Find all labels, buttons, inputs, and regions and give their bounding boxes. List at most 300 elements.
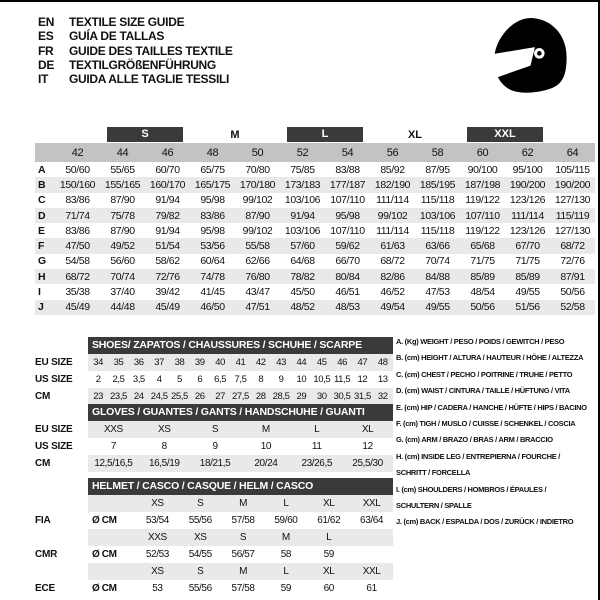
measurement-value: 95/98 <box>325 208 370 223</box>
measurement-row-label: C <box>38 194 46 207</box>
measurement-value: 47/53 <box>425 286 450 299</box>
size-value: 27,5 <box>230 388 250 405</box>
measurement-value: 50/60 <box>65 163 90 176</box>
measurement-value: 70/74 <box>425 255 450 268</box>
measurement-value: 37/40 <box>110 286 135 299</box>
measurement-row-j <box>35 300 595 315</box>
measurement-value: 111/114 <box>376 224 409 237</box>
gloves-size-section <box>88 404 393 472</box>
spacer-cell <box>88 495 136 512</box>
legend-item-i <box>396 482 598 515</box>
measurement-value: 182/190 <box>370 177 415 192</box>
size-value: 5 <box>177 374 182 385</box>
shoes-us-size-label: US SIZE <box>35 374 73 385</box>
cmr-standard-label: CMR <box>35 549 58 560</box>
legend-line: B. (cm) HEIGHT / ALTURA / HAUTEUR / HÖHE / ALTEZZA <box>396 353 584 363</box>
measurement-value: 82/86 <box>370 269 415 284</box>
size-value: 10 <box>260 441 272 452</box>
size-row-eu-size <box>88 421 393 438</box>
size-value: 29 <box>291 388 311 405</box>
size-group-xl <box>370 126 460 143</box>
measurement-value: 65/75 <box>200 163 225 176</box>
measurement-value: 83/86 <box>65 224 90 237</box>
measurement-value: 160/170 <box>145 177 190 192</box>
helmet-sizes-row-fia <box>88 495 393 512</box>
helmet-section-header: HELMET / CASCO / CASQUE / HELM / CASCO <box>88 478 393 495</box>
size-row-us-size <box>88 438 393 455</box>
measurement-value: 107/110 <box>330 194 365 207</box>
measurement-value: 72/76 <box>145 269 190 284</box>
size-value: 2 <box>95 374 101 385</box>
title-row-es <box>38 29 233 43</box>
size-value: XXS <box>88 421 139 438</box>
size-value: 25,5 <box>169 388 189 405</box>
gloves-section-header: GLOVES / GUANTES / GANTS / HANDSCHUHE / GUANTI <box>88 404 393 421</box>
size-value: 37 <box>149 354 169 371</box>
size-value: 24 <box>129 388 149 405</box>
shoes-size-table <box>88 354 393 405</box>
helmet-size-label: XXS <box>136 529 179 546</box>
legend-line: J. (cm) BACK / ESPALDA / DOS / ZURÜCK / INDIETRO <box>396 517 574 527</box>
measurement-value: 103/106 <box>284 194 321 207</box>
helmet-size-label: L <box>264 563 307 580</box>
measurement-value: 39/42 <box>155 286 180 299</box>
measurement-row-h <box>35 269 595 284</box>
measurement-value: 95/100 <box>512 163 543 176</box>
measurement-value: 45/49 <box>145 300 190 315</box>
size-number: 64 <box>550 143 595 162</box>
measurement-value: 84/88 <box>415 269 460 284</box>
measurement-value: 59/62 <box>325 238 370 253</box>
measurement-value: 85/89 <box>505 269 550 284</box>
helmet-size-value: 55/56 <box>188 515 212 526</box>
helmet-size-label: M <box>222 563 265 580</box>
measurement-value: 190/200 <box>550 177 595 192</box>
helmet-size-section <box>88 478 393 597</box>
language-code: ES <box>38 29 54 44</box>
measurement-value: 55/65 <box>110 163 135 176</box>
size-value: 9 <box>278 374 284 385</box>
measurement-value: 62/66 <box>245 255 270 268</box>
size-number: 42 <box>55 143 100 162</box>
measurement-row-label: A <box>38 163 46 176</box>
helmet-size-value <box>350 546 393 563</box>
size-value: 35 <box>108 354 128 371</box>
diameter-unit: Ø CM <box>92 549 117 560</box>
measurement-value: 107/110 <box>460 208 505 223</box>
measurement-value: 190/200 <box>505 177 550 192</box>
measurement-value: 61/63 <box>370 238 415 253</box>
measurement-value: 49/55 <box>515 286 540 299</box>
helmet-size-label: S <box>179 563 222 580</box>
size-value: 28 <box>251 388 271 405</box>
title-row-de <box>38 58 233 72</box>
helmet-size-label: XS <box>179 529 222 546</box>
helmet-size-label: S <box>179 495 222 512</box>
measurement-row-a <box>35 162 595 177</box>
size-group-s <box>100 126 190 143</box>
size-group-row <box>35 126 595 143</box>
size-value: 18/21,5 <box>190 455 241 472</box>
shoes-size-section <box>88 337 393 405</box>
measurement-row-f <box>35 238 595 253</box>
textile-size-table <box>35 126 595 315</box>
helmet-size-label: S <box>222 529 265 546</box>
helmet-size-label: M <box>264 529 307 546</box>
size-value: 24,5 <box>149 388 169 405</box>
legend-item-f <box>396 416 598 432</box>
title-block <box>38 15 233 86</box>
measurement-value: 75/85 <box>290 163 315 176</box>
measurement-value: 185/195 <box>415 177 460 192</box>
size-group-label: L <box>287 127 363 142</box>
measurement-value: 155/165 <box>100 177 145 192</box>
size-value: 7 <box>110 441 116 452</box>
size-value: 6,5 <box>214 374 227 385</box>
size-number: 58 <box>415 143 460 162</box>
size-group-label: M <box>230 128 240 141</box>
measurement-value: 71/75 <box>470 255 495 268</box>
measurement-value: 46/50 <box>190 300 235 315</box>
measurement-value: 48/52 <box>280 300 325 315</box>
title-row-en <box>38 15 233 29</box>
measurement-value: 127/130 <box>554 194 591 207</box>
size-value: 6 <box>197 374 203 385</box>
size-value: 23,5 <box>108 388 128 405</box>
gloves-cm-label: CM <box>35 458 51 469</box>
measurement-value: 83/88 <box>335 163 360 176</box>
language-code: EN <box>38 15 55 30</box>
size-row-us-size <box>88 371 393 388</box>
measurement-row-label: D <box>35 208 55 223</box>
legend-line: H. (cm) INSIDE LEG / ENTREPIERNA / FOURCHE / <box>396 451 561 461</box>
helmet-sizes-row-ece <box>88 563 393 580</box>
measurement-value: 48/54 <box>470 286 495 299</box>
legend-line: F. (cm) TIGH / MUSLO / CUISSE / SCHENKEL / COSCIA <box>396 419 576 429</box>
measurement-value: 107/110 <box>330 224 365 237</box>
shoes-eu-size-label: EU SIZE <box>35 357 73 368</box>
size-row-eu-size <box>88 354 393 371</box>
size-number: 46 <box>145 143 190 162</box>
measurement-row-b <box>35 177 595 192</box>
measurement-value: 111/114 <box>505 208 550 223</box>
legend-line: C. (cm) CHEST / PECHO / POITRINE / TRUHE / PETTO <box>396 369 573 379</box>
measurement-row-label: B <box>35 177 55 192</box>
helmet-size-value: 60 <box>323 583 334 594</box>
legend-line: I. (cm) SHOULDERS / HOMBROS / ÉPAULES / <box>396 484 547 494</box>
size-number: 52 <box>280 143 325 162</box>
textile-size-guide-section <box>35 126 595 315</box>
measurement-value: 103/106 <box>284 224 321 237</box>
size-value: 2,5 <box>112 374 125 385</box>
helmet-size-label: XXL <box>350 563 393 580</box>
measurement-value: 85/89 <box>460 269 505 284</box>
measurement-value: 95/98 <box>200 194 225 207</box>
measurement-value: 85/92 <box>380 163 405 176</box>
measurement-value: 67/70 <box>505 238 550 253</box>
helmet-size-label: XL <box>307 495 350 512</box>
measurement-row-label: E <box>38 224 45 237</box>
helmet-size-value: 57/58 <box>231 515 255 526</box>
size-value: 11,5 <box>334 374 351 385</box>
measurement-value: 76/80 <box>235 269 280 284</box>
legend-line: A. (Kg) WEIGHT / PESO / POIDS / GEWITCH / PESO <box>396 337 565 346</box>
size-value: 10,5 <box>313 374 331 385</box>
size-number: 60 <box>460 143 505 162</box>
accessories-section <box>35 337 395 599</box>
size-group-xxl <box>460 126 550 143</box>
size-value: 42 <box>251 354 271 371</box>
legend-item-a <box>396 334 598 350</box>
legend-line: SCHRITT / FORCELLA <box>396 468 471 478</box>
diameter-unit: Ø CM <box>92 515 117 526</box>
size-number: 62 <box>505 143 550 162</box>
measurement-value: 70/80 <box>245 163 270 176</box>
size-number: 48 <box>190 143 235 162</box>
group-spacer <box>550 126 595 143</box>
measurement-row-label: H <box>35 269 55 284</box>
gloves-eu-size-label: EU SIZE <box>35 424 73 435</box>
measurement-value: 45/50 <box>290 286 315 299</box>
measurement-value: 170/180 <box>235 177 280 192</box>
size-value: 34 <box>88 354 108 371</box>
size-value: XS <box>139 421 190 438</box>
helmet-size-table <box>88 495 393 597</box>
measurement-value: 105/115 <box>555 163 590 176</box>
helmet-size-value: 57/58 <box>231 583 255 594</box>
measurement-value: 173/183 <box>280 177 325 192</box>
legend-item-b <box>396 350 598 366</box>
measurement-value: 46/51 <box>335 286 360 299</box>
helmet-size-value: 52/53 <box>145 549 169 560</box>
size-value: 8 <box>258 374 264 385</box>
helmet-size-value: 53/54 <box>145 515 169 526</box>
measurement-row-label: J <box>35 300 55 315</box>
size-row-cm <box>88 388 393 405</box>
measurement-value: 87/91 <box>550 269 595 284</box>
measurement-row-label: F <box>35 238 55 253</box>
measurement-value: 51/54 <box>145 238 190 253</box>
measurement-value: 63/66 <box>415 238 460 253</box>
size-value: 30,5 <box>332 388 352 405</box>
helmet-values-row-cmr <box>88 546 393 563</box>
size-group-m <box>190 126 280 143</box>
measurement-value: 57/60 <box>280 238 325 253</box>
measurement-value: 119/122 <box>465 194 500 207</box>
measurement-row-c <box>35 193 595 208</box>
legend-item-e <box>396 400 598 416</box>
legend-line: E. (cm) HIP / CADERA / HANCHE / HÜFTE / HIPS / BACINO <box>396 402 587 412</box>
size-value: 9 <box>212 441 218 452</box>
measurement-value: 90/100 <box>467 163 498 176</box>
page-border-top <box>0 0 600 2</box>
measurement-value: 115/119 <box>550 208 595 223</box>
measurement-value: 68/72 <box>550 238 595 253</box>
measurement-value: 99/102 <box>242 224 273 237</box>
measurement-value: 35/38 <box>65 286 90 299</box>
measurement-value: 50/56 <box>560 286 585 299</box>
size-value: 36 <box>129 354 149 371</box>
measurement-value: 83/86 <box>190 208 235 223</box>
measurement-value: 45/49 <box>55 300 100 315</box>
helmet-size-label <box>350 529 393 546</box>
size-value: 25,5/30 <box>342 455 393 472</box>
measurement-value: 78/82 <box>280 269 325 284</box>
helmet-size-value: 61 <box>366 583 377 594</box>
measurement-row-g <box>35 254 595 269</box>
helmet-size-label: XXL <box>350 495 393 512</box>
fia-standard-label: FIA <box>35 515 51 526</box>
size-value: 23 <box>88 388 108 405</box>
measurement-value: 47/50 <box>55 238 100 253</box>
size-value: XL <box>342 421 393 438</box>
measurement-value: 72/76 <box>560 255 585 268</box>
measurement-value: 68/72 <box>380 255 405 268</box>
measurement-row-label: G <box>38 255 46 268</box>
guide-title: GUIDE DES TAILLES TEXTILE <box>69 43 233 58</box>
measurement-value: 68/72 <box>55 269 100 284</box>
size-value: 40 <box>210 354 230 371</box>
measurement-value: 50/56 <box>460 300 505 315</box>
measurement-value: 60/70 <box>155 163 180 176</box>
measurement-value: 87/90 <box>110 194 135 207</box>
shoes-section-header: SHOES/ ZAPATOS / CHAUSSURES / SCHUHE / SCARPE <box>88 337 393 354</box>
measurement-value: 52/58 <box>550 300 595 315</box>
size-value: 8 <box>161 441 167 452</box>
measurement-value: 123/126 <box>509 224 546 237</box>
spacer-cell <box>88 529 136 546</box>
size-value: 4 <box>156 374 162 385</box>
measurement-value: 91/94 <box>280 208 325 223</box>
measurement-value: 165/175 <box>190 177 235 192</box>
size-value: 30 <box>312 388 332 405</box>
guide-title: TEXTILGRÖßENFÜHRUNG <box>69 58 216 73</box>
measurement-value: 51/56 <box>505 300 550 315</box>
helmet-values-row-fia <box>88 512 393 529</box>
guide-title: GUIDA ALLE TAGLIE TESSILI <box>69 72 230 87</box>
measurement-value: 60/64 <box>200 255 225 268</box>
measurement-row-e <box>35 223 595 238</box>
measurement-row-d <box>35 208 595 223</box>
measurement-value: 91/94 <box>155 224 180 237</box>
legend-line: G. (cm) ARM / BRAZO / BRAS / ARM / BRACCIO <box>396 435 553 445</box>
helmet-size-label: XS <box>136 495 179 512</box>
size-number: 50 <box>235 143 280 162</box>
measurement-value: 71/75 <box>515 255 540 268</box>
title-row-it <box>38 72 233 86</box>
size-value: 7,5 <box>234 374 247 385</box>
size-value: 26 <box>190 388 210 405</box>
size-value: L <box>291 421 342 438</box>
ece-standard-label: ECE <box>35 583 55 594</box>
measurement-value: 54/58 <box>65 255 90 268</box>
size-value: 38 <box>169 354 189 371</box>
measurement-value: 187/198 <box>460 177 505 192</box>
size-value: 41 <box>230 354 250 371</box>
size-number: 56 <box>370 143 415 162</box>
size-value: 45 <box>312 354 332 371</box>
helmet-sizes-row-cmr <box>88 529 393 546</box>
measurement-value: 87/90 <box>110 224 135 237</box>
measurement-value: 49/55 <box>415 300 460 315</box>
size-value: 48 <box>373 354 393 371</box>
helmet-size-value: 63/64 <box>360 515 384 526</box>
helmet-size-label: XL <box>307 563 350 580</box>
helmet-values-row-ece <box>88 580 393 597</box>
size-value: 27 <box>210 388 230 405</box>
measurement-value: 56/60 <box>110 255 135 268</box>
size-value: 28,5 <box>271 388 291 405</box>
size-value: 23/26,5 <box>291 455 342 472</box>
measurement-value: 46/52 <box>380 286 405 299</box>
language-code: DE <box>38 58 55 73</box>
measurement-value: 47/51 <box>235 300 280 315</box>
measurement-value: 99/102 <box>370 208 415 223</box>
helmet-size-value: 54/55 <box>188 549 212 560</box>
helmet-size-value: 56/57 <box>231 549 255 560</box>
helmet-size-label: L <box>264 495 307 512</box>
size-group-label: S <box>107 127 183 142</box>
measurement-value: 87/90 <box>235 208 280 223</box>
measurement-value: 119/122 <box>465 224 500 237</box>
measurement-value: 123/126 <box>509 194 546 207</box>
legend-item-c <box>396 367 598 383</box>
measurement-value: 49/52 <box>100 238 145 253</box>
measurement-row-i <box>35 284 595 299</box>
measurement-value: 87/95 <box>425 163 450 176</box>
title-row-fr <box>38 44 233 58</box>
measurement-value: 65/68 <box>460 238 505 253</box>
size-value: 13 <box>377 374 388 385</box>
size-value: 47 <box>352 354 372 371</box>
helmet-size-value: 59 <box>323 549 334 560</box>
measurement-value: 74/78 <box>190 269 235 284</box>
measurement-value: 79/82 <box>145 208 190 223</box>
legend-item-h <box>396 449 598 482</box>
helmet-size-value: 59 <box>280 583 292 594</box>
measurement-value: 49/54 <box>370 300 415 315</box>
guide-title: TEXTILE SIZE GUIDE <box>69 15 185 30</box>
measurement-value: 80/84 <box>325 269 370 284</box>
size-value: 12,5/16,5 <box>88 455 139 472</box>
helmet-icon <box>483 12 571 107</box>
measurement-value: 103/106 <box>415 208 460 223</box>
size-value: 10 <box>296 374 307 385</box>
measurement-value: 75/78 <box>100 208 145 223</box>
language-code: IT <box>38 72 49 87</box>
measurement-value: 111/114 <box>376 194 409 207</box>
size-value: M <box>240 421 291 438</box>
diameter-unit: Ø CM <box>92 583 117 594</box>
helmet-size-value: 59/60 <box>274 515 298 526</box>
helmet-size-value: 58 <box>280 549 292 560</box>
spacer-cell <box>88 563 136 580</box>
helmet-size-label: L <box>307 529 350 546</box>
size-group-label: XXL <box>467 127 543 142</box>
size-number: 54 <box>325 143 370 162</box>
group-spacer <box>35 126 100 143</box>
legend-item-j <box>396 514 598 530</box>
language-code: FR <box>38 43 54 58</box>
legend-item-g <box>396 432 598 448</box>
helmet-size-label: M <box>222 495 265 512</box>
measurement-value: 83/86 <box>65 194 90 207</box>
legend-item-d <box>396 383 598 399</box>
helmet-size-value: 53 <box>152 583 163 594</box>
sizes-spacer <box>35 143 55 162</box>
helmet-size-value: 55/56 <box>188 583 212 594</box>
size-value: 12 <box>362 441 373 452</box>
